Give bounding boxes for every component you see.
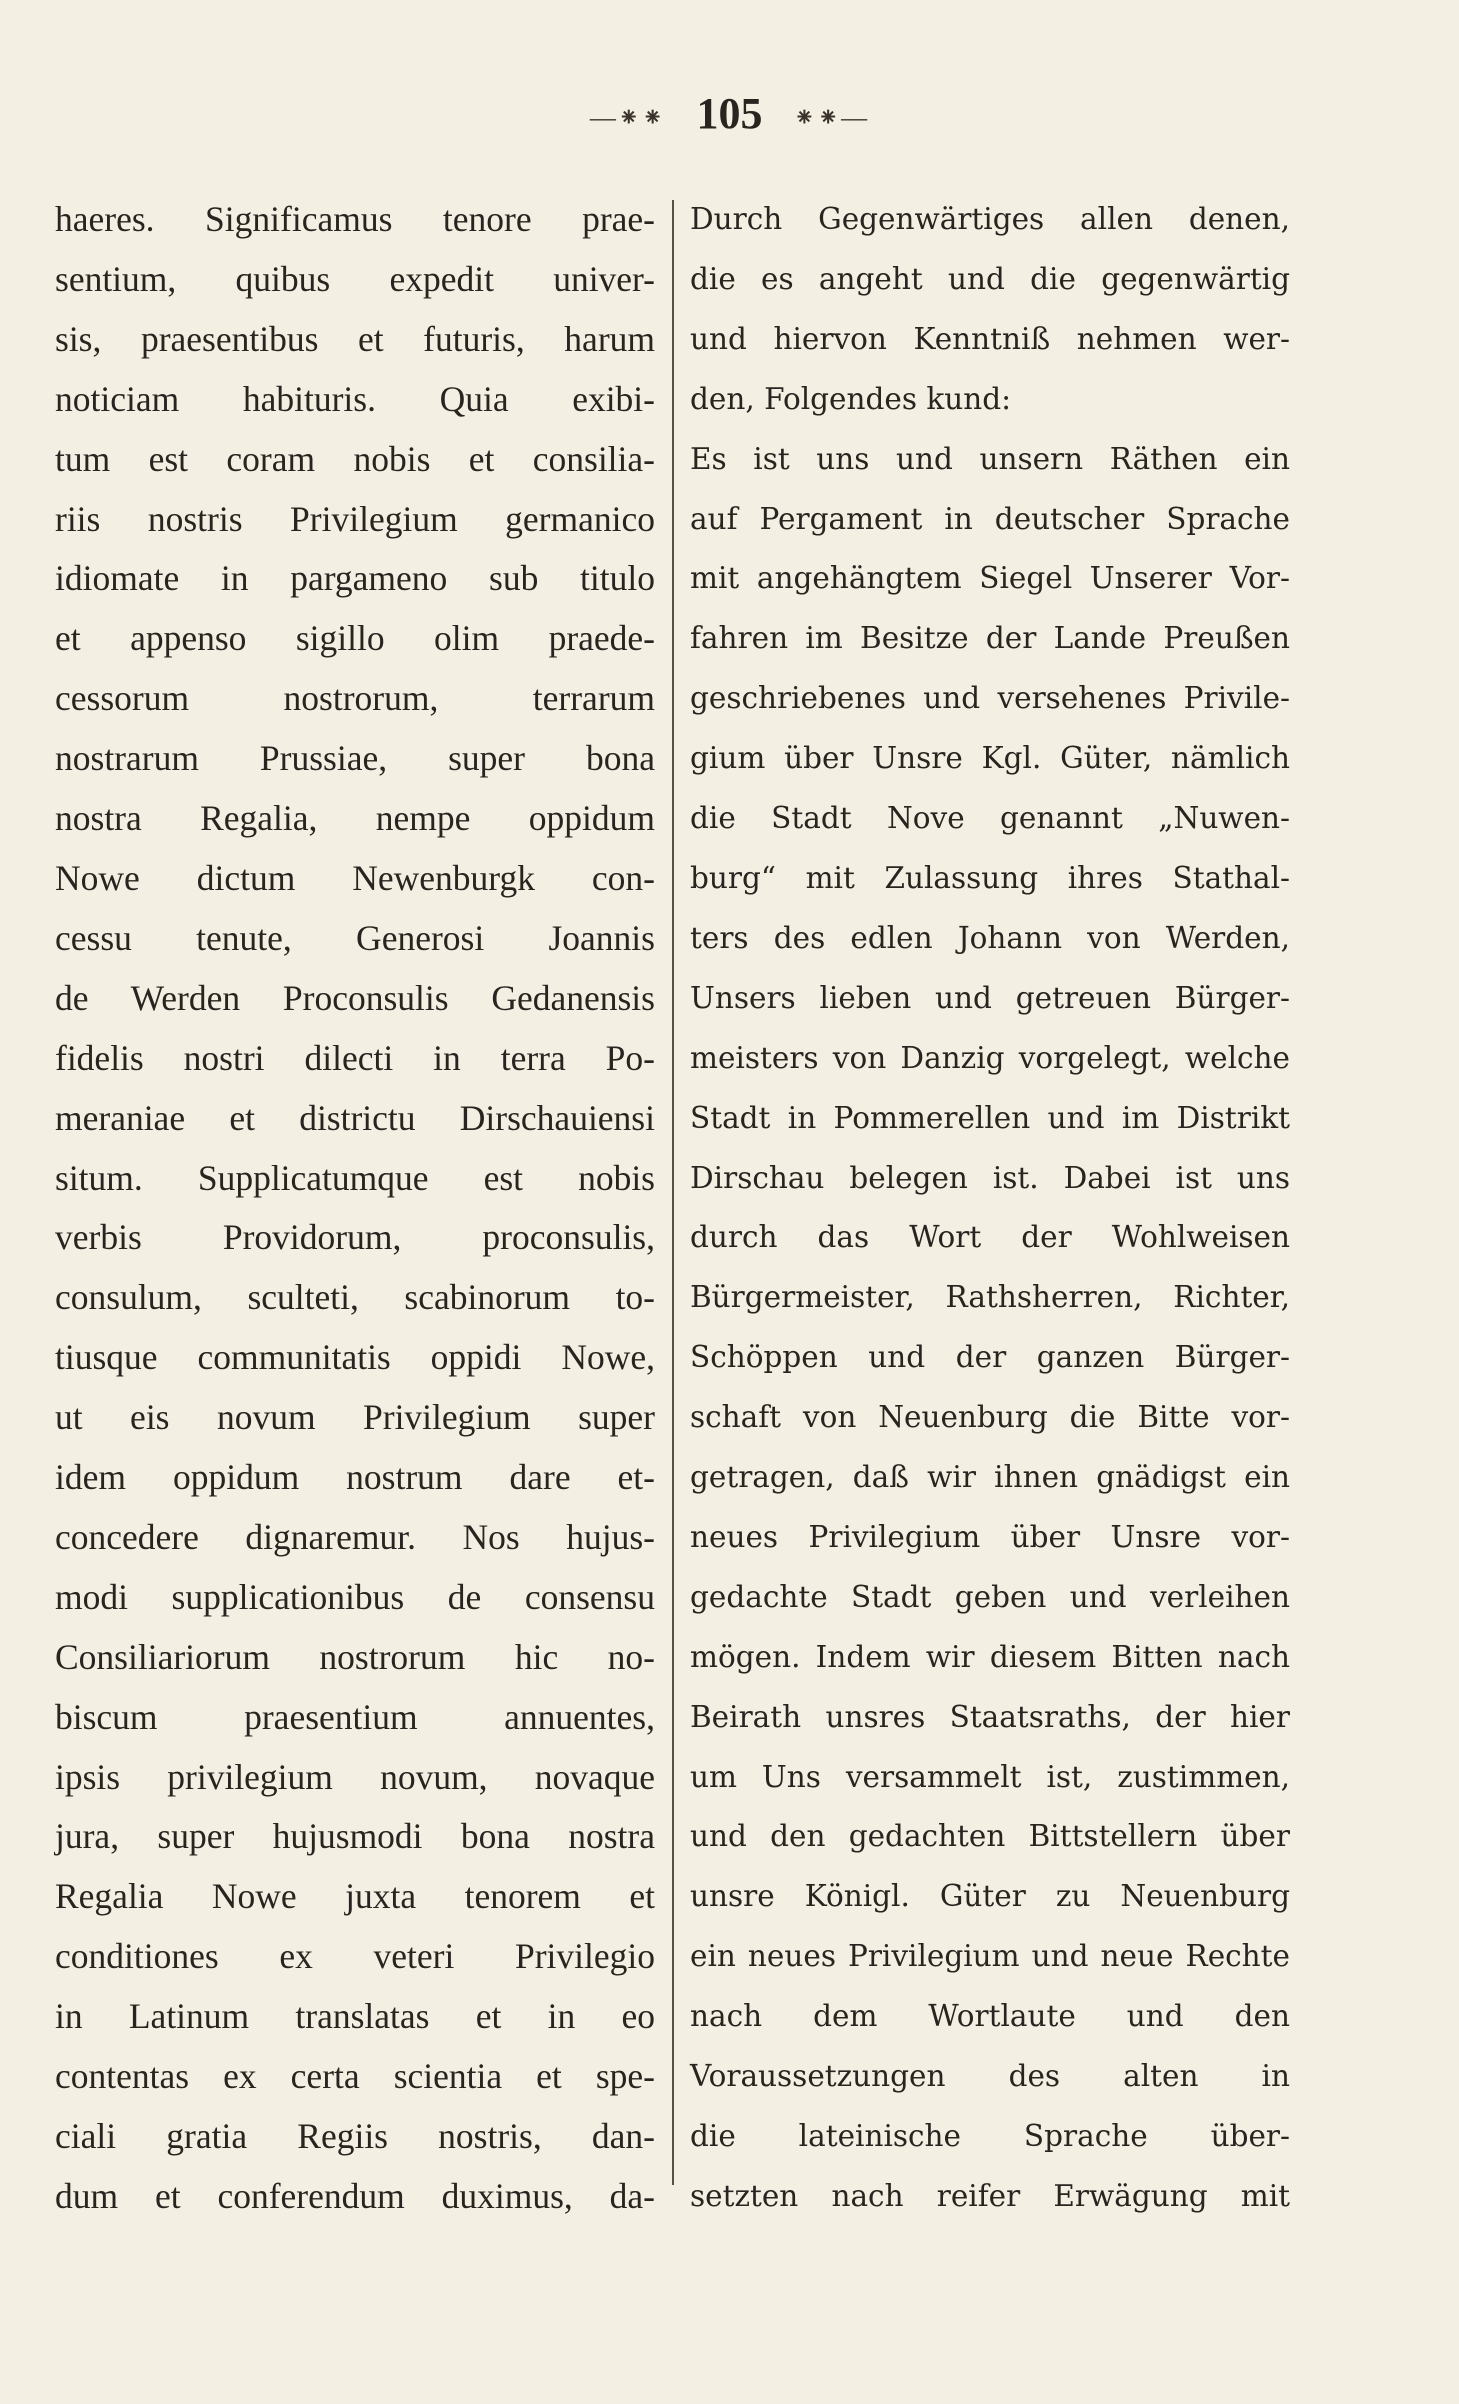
text-line: Dirschau belegen ist. Dabei ist uns xyxy=(690,1160,1290,1195)
text-line: nostrarum Prussiae, super bona xyxy=(55,738,655,779)
text-line: Es ist uns und unsern Räthen ein xyxy=(690,441,1290,476)
text-line: unsre Königl. Güter zu Neuenburg xyxy=(690,1879,1290,1914)
text-line: schaft von Neuenburg die Bitte vor- xyxy=(690,1400,1290,1435)
text-line: ciali gratia Regiis nostris, dan- xyxy=(55,2116,655,2156)
text-line: contentas ex certa scientia et spe- xyxy=(55,2056,655,2097)
text-line: meraniae et districtu Dirschauiensi xyxy=(55,1097,655,1138)
text-line: idiomate in pargameno sub titulo xyxy=(55,558,655,599)
text-line: geschriebenes und versehenes Privile- xyxy=(690,681,1290,716)
header-ornament-left: —⁕⁕ xyxy=(589,102,666,132)
text-line: setzten nach reifer Erwägung mit xyxy=(690,2178,1290,2213)
text-line: gium über Unsre Kgl. Güter, nämlich xyxy=(690,741,1290,776)
text-line: die lateinische Sprache über- xyxy=(690,2119,1290,2153)
text-line: auf Pergament in deutscher Sprache xyxy=(690,501,1290,536)
page-header xyxy=(0,88,1459,139)
page-number: 105 xyxy=(696,89,763,138)
text-line: cessorum nostrorum, terrarum xyxy=(55,678,655,719)
text-line: um Uns versammelt ist, zustimmen, xyxy=(690,1759,1290,1794)
text-line: Nowe dictum Newenburgk con- xyxy=(55,857,655,898)
text-line: consulum, sculteti, scabinorum to- xyxy=(55,1277,655,1318)
text-line: burg“ mit Zulassung ihres Stathal- xyxy=(690,860,1290,895)
text-line: situm. Supplicatumque est nobis xyxy=(55,1157,655,1198)
text-line: tiusque communitatis oppidi Nowe, xyxy=(55,1337,655,1378)
text-line: ipsis privilegium novum, novaque xyxy=(55,1756,655,1797)
text-line: Bürgermeister, Rathsherren, Richter, xyxy=(690,1280,1290,1315)
text-line: biscum praesentium annuentes, xyxy=(55,1696,655,1737)
text-line: fahren im Besitze der Lande Preußen xyxy=(690,621,1290,656)
text-line: nostra Regalia, nempe oppidum xyxy=(55,798,655,839)
text-line: ein neues Privilegium und neue Rechte xyxy=(690,1939,1290,1974)
text-line: und hiervon Kenntniß nehmen wer- xyxy=(690,321,1290,356)
header-ornament-right: ⁕⁕— xyxy=(793,102,870,132)
text-line: nach dem Wortlaute und den xyxy=(690,1999,1290,2034)
latin-column xyxy=(55,190,655,2227)
text-line: concedere dignaremur. Nos hujus- xyxy=(55,1516,655,1557)
text-line: die Stadt Nove genannt „Nuwen- xyxy=(690,801,1290,836)
text-line: meisters von Danzig vorgelegt, welche xyxy=(690,1040,1290,1075)
text-line: und den gedachten Bittstellern über xyxy=(690,1819,1290,1854)
german-column xyxy=(690,190,1290,2227)
text-line: durch das Wort der Wohlweisen xyxy=(690,1220,1290,1255)
text-line: cessu tenute, Generosi Joannis xyxy=(55,917,655,958)
text-line: Regalia Nowe juxta tenorem et xyxy=(55,1876,655,1917)
text-line: in Latinum translatas et in eo xyxy=(55,1996,655,2037)
text-line: verbis Providorum, proconsulis, xyxy=(55,1217,655,1258)
text-line: Unsers lieben und getreuen Bürger- xyxy=(690,980,1290,1015)
text-line: getragen, daß wir ihnen gnädigst ein xyxy=(690,1460,1290,1495)
text-line: noticiam habituris. Quia exibi- xyxy=(55,378,655,419)
text-line: conditiones ex veteri Privilegio xyxy=(55,1936,655,1977)
text-line: Durch Gegenwärtiges allen denen, xyxy=(690,202,1290,236)
text-line: den, Folgendes kund: xyxy=(690,381,1012,416)
text-line: jura, super hujusmodi bona nostra xyxy=(55,1816,655,1857)
text-line: mögen. Indem wir diesem Bitten nach xyxy=(690,1639,1290,1674)
text-line: riis nostris Privilegium germanico xyxy=(55,498,655,539)
text-line: Voraussetzungen des alten in xyxy=(690,2059,1290,2094)
text-line: idem oppidum nostrum dare et- xyxy=(55,1457,655,1498)
text-line: neues Privilegium über Unsre vor- xyxy=(690,1519,1290,1554)
text-line: die es angeht und die gegenwärtig xyxy=(690,261,1290,296)
text-line: Stadt in Pommerellen und im Distrikt xyxy=(690,1100,1290,1135)
text-line: et appenso sigillo olim praede- xyxy=(55,618,655,659)
text-line: mit angehängtem Siegel Unserer Vor- xyxy=(690,561,1290,596)
text-line: haeres. Significamus tenore prae- xyxy=(55,199,655,239)
text-line: dum et conferendum duximus, da- xyxy=(55,2175,655,2216)
text-line: Consiliariorum nostrorum hic no- xyxy=(55,1636,655,1677)
text-line: sentium, quibus expedit univer- xyxy=(55,258,655,299)
text-line: fidelis nostri dilecti in terra Po- xyxy=(55,1037,655,1078)
column-divider xyxy=(672,200,674,2185)
text-line: gedachte Stadt geben und verleihen xyxy=(690,1579,1290,1614)
text-line: Beirath unsres Staatsraths, der hier xyxy=(690,1699,1290,1734)
text-line: sis, praesentibus et futuris, harum xyxy=(55,318,655,359)
text-line: ters des edlen Johann von Werden, xyxy=(690,920,1290,955)
text-line: ut eis novum Privilegium super xyxy=(55,1397,655,1438)
text-line: modi supplicationibus de consensu xyxy=(55,1576,655,1617)
text-line: de Werden Proconsulis Gedanensis xyxy=(55,977,655,1018)
text-line: tum est coram nobis et consilia- xyxy=(55,438,655,479)
text-line: Schöppen und der ganzen Bürger- xyxy=(690,1340,1290,1375)
